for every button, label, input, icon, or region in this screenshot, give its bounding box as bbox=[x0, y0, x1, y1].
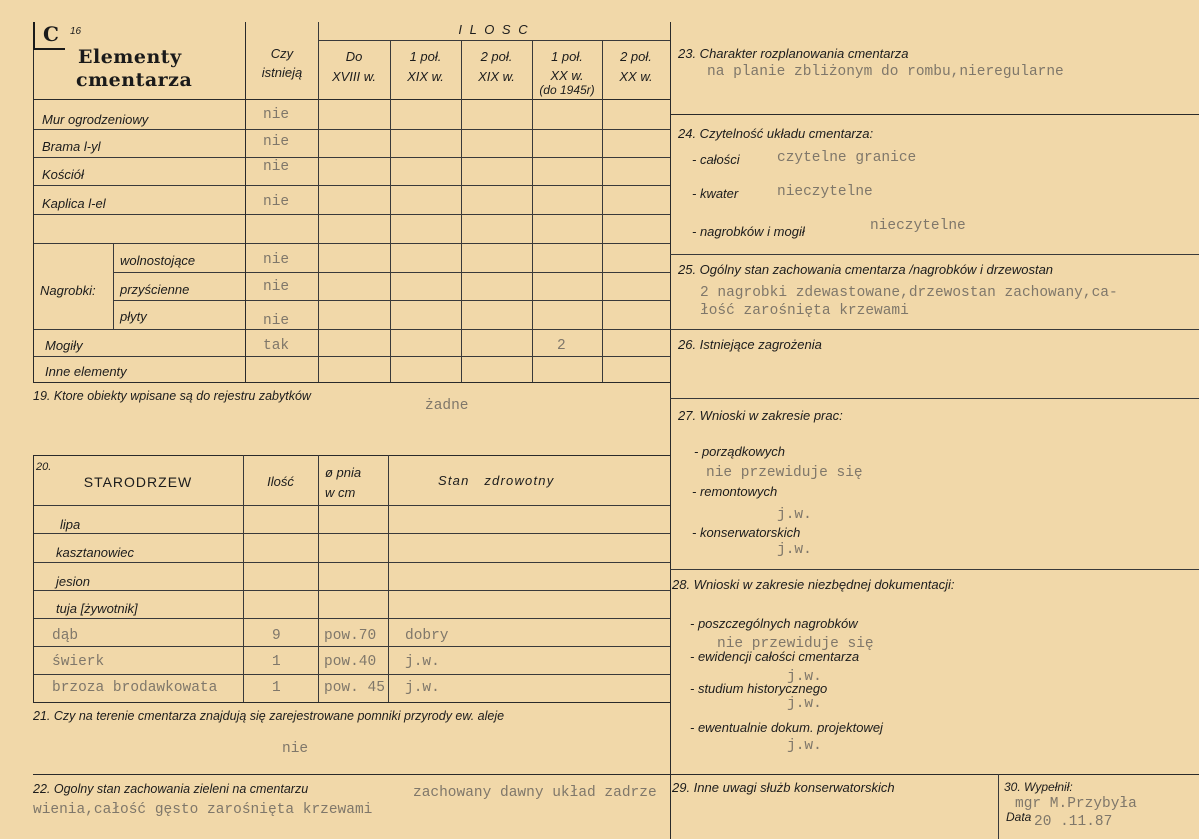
section-letter-box bbox=[33, 22, 65, 50]
tree-row-diam: pow.70 bbox=[324, 628, 377, 644]
element-row-exists: nie bbox=[263, 279, 290, 295]
q24-item-label: - kwater bbox=[692, 186, 739, 201]
element-row-label: Kościół bbox=[42, 167, 84, 182]
element-row-exists: nie bbox=[263, 159, 290, 175]
element-row-exists: nie bbox=[263, 313, 290, 329]
q28-item-answer: j.w. bbox=[787, 669, 822, 685]
tree-row-qty: 9 bbox=[272, 628, 281, 644]
tree-row-health: j.w. bbox=[405, 680, 440, 696]
nagrobki-label: Nagrobki: bbox=[40, 283, 96, 298]
element-row-label: przyścienne bbox=[120, 282, 190, 297]
q23-label: 23. Charakter rozplanowania cmentarza bbox=[678, 46, 909, 61]
tree-row-name: świerk bbox=[52, 654, 105, 670]
tree-row-name: lipa bbox=[60, 517, 81, 532]
section-letter: C bbox=[43, 22, 60, 46]
period-4-l1: 1 poł. bbox=[551, 49, 583, 64]
q28-item-label: - poszczególnych nagrobków bbox=[690, 616, 858, 631]
period-2-l1: 1 poł. bbox=[409, 49, 442, 64]
element-row-exists: nie bbox=[263, 107, 290, 123]
tree-row-diam: pow. 45 bbox=[324, 680, 385, 696]
q28-item-answer: j.w. bbox=[787, 738, 822, 754]
ilosc-header: I L O S C bbox=[458, 22, 530, 37]
q30-label: 30. Wypełnił: bbox=[1004, 780, 1073, 794]
trees-header-health: Stan zdrowotny bbox=[438, 473, 555, 488]
q25-answer-1: 2 nagrobki zdewastowane,drzewostan zachowany,ca- bbox=[700, 285, 1118, 301]
trees-header-qty: Ilość bbox=[267, 474, 294, 489]
form-title-line1: Elementy bbox=[78, 46, 182, 68]
period-3-l1: 2 poł. bbox=[480, 49, 513, 64]
tree-row-name: brzoza brodawkowata bbox=[52, 680, 218, 696]
q28-item-label: - studium historycznego bbox=[690, 681, 828, 696]
q28-label: 28. Wnioski w zakresie niezbędnej dokumentacji: bbox=[672, 577, 955, 592]
period-3-l2: XIX w. bbox=[478, 69, 515, 84]
q28-item-label: - ewentualnie dokum. projektowej bbox=[690, 720, 883, 735]
period-1-l2: XVIII w. bbox=[331, 69, 377, 84]
element-row-label: wolnostojące bbox=[120, 253, 196, 268]
q29-label: 29. Inne uwagi służb konserwatorskich bbox=[672, 780, 895, 795]
q26-label: 26. Istniejące zagrożenia bbox=[678, 337, 822, 352]
q24-item-label: - nagrobków i mogił bbox=[692, 224, 805, 239]
trees-header-name: STARODRZEW bbox=[83, 474, 193, 490]
q24-item-answer: nieczytelne bbox=[777, 184, 873, 200]
q27-item-answer: nie przewiduje się bbox=[706, 465, 863, 481]
q27-label: 27. Wnioski w zakresie prac: bbox=[678, 408, 843, 423]
element-row-count: 2 bbox=[557, 338, 566, 354]
card-number: 16 bbox=[70, 26, 82, 37]
q30-name: mgr M.Przybyła bbox=[1015, 796, 1137, 812]
element-row-label: Mur ogrodzeniowy bbox=[42, 112, 149, 127]
q28-item-label: - ewidencji całości cmentarza bbox=[690, 649, 860, 664]
q22-label: 22. Ogolny stan zachowania zieleni na cmentarzu bbox=[33, 782, 309, 796]
col-exists-header-1: Czy bbox=[270, 46, 294, 61]
q22-answer-2: wienia,całość gęsto zarośnięta krzewami bbox=[33, 802, 373, 818]
period-2-l2: XIX w. bbox=[407, 69, 444, 84]
tree-row-qty: 1 bbox=[272, 654, 281, 670]
tree-row-name: tuja [żywotnik] bbox=[56, 601, 138, 616]
element-row-exists: tak bbox=[263, 338, 290, 354]
element-row-exists: nie bbox=[263, 252, 290, 268]
q22-answer-1: zachowany dawny układ zadrze bbox=[413, 785, 657, 801]
tree-row-name: dąb bbox=[52, 628, 79, 644]
q21-answer: nie bbox=[282, 741, 309, 757]
q23-answer: na planie zbliżonym do rombu,nieregularne bbox=[707, 64, 1064, 80]
element-row-label: Mogiły bbox=[45, 338, 83, 353]
form-title-line2: cmentarza bbox=[76, 69, 193, 91]
q27-item-label: - konserwatorskich bbox=[692, 525, 801, 540]
q25-label: 25. Ogólny stan zachowania cmentarza /nagrobków i drzewostan bbox=[678, 262, 1054, 277]
trees-header-diam-2: w cm bbox=[325, 485, 356, 500]
q30-date-label: Data bbox=[1006, 810, 1032, 824]
col-exists-header-2: istnieją bbox=[261, 65, 303, 80]
element-row-label: Inne elementy bbox=[45, 364, 127, 379]
element-row-exists: nie bbox=[263, 134, 290, 150]
q27-item-label: - porządkowych bbox=[694, 444, 786, 459]
element-row-label: Kaplica l-el bbox=[42, 196, 106, 211]
q24-label: 24. Czytelność układu cmentarza: bbox=[678, 126, 874, 141]
element-row-label: płyty bbox=[120, 309, 147, 324]
q24-item-label: - całości bbox=[692, 152, 740, 167]
q28-item-answer: j.w. bbox=[787, 696, 822, 712]
trees-number: 20. bbox=[36, 461, 52, 473]
q27-item-label: - remontowych bbox=[692, 484, 778, 499]
tree-row-qty: 1 bbox=[272, 680, 281, 696]
trees-header-diam-1: ø pnia bbox=[325, 465, 362, 480]
period-4-l3: (do 1945r) bbox=[539, 83, 595, 97]
q24-item-answer: nieczytelne bbox=[870, 218, 966, 234]
q30-date: 20 .11.87 bbox=[1034, 814, 1113, 830]
q21-label: 21. Czy na terenie cmentarza znajdują się zarejestrowane pomniki przyrody ew. aleje bbox=[33, 709, 505, 723]
tree-row-diam: pow.40 bbox=[324, 654, 377, 670]
q25-answer-2: łość zarośnięta krzewami bbox=[700, 303, 909, 319]
element-row-exists: nie bbox=[263, 194, 290, 210]
q27-item-answer: j.w. bbox=[777, 507, 812, 523]
q28-item-answer: nie przewiduje się bbox=[717, 636, 874, 652]
period-5-l1: 2 poł. bbox=[620, 49, 652, 64]
element-row-label: Brama l-yl bbox=[42, 139, 101, 154]
q24-item-answer: czytelne granice bbox=[777, 150, 917, 166]
tree-row-health: dobry bbox=[405, 628, 449, 644]
period-1-l1: Do bbox=[345, 49, 363, 64]
q19-answer: żadne bbox=[425, 398, 469, 414]
q27-item-answer: j.w. bbox=[777, 542, 812, 558]
q19-label: 19. Ktore obiekty wpisane są do rejestru zabytków bbox=[33, 389, 311, 403]
period-4-l2: XX w. bbox=[550, 68, 584, 83]
tree-row-name: jesion bbox=[56, 574, 90, 589]
tree-row-health: j.w. bbox=[405, 654, 440, 670]
period-5-l2: XX w. bbox=[619, 69, 653, 84]
tree-row-name: kasztanowiec bbox=[56, 545, 135, 560]
